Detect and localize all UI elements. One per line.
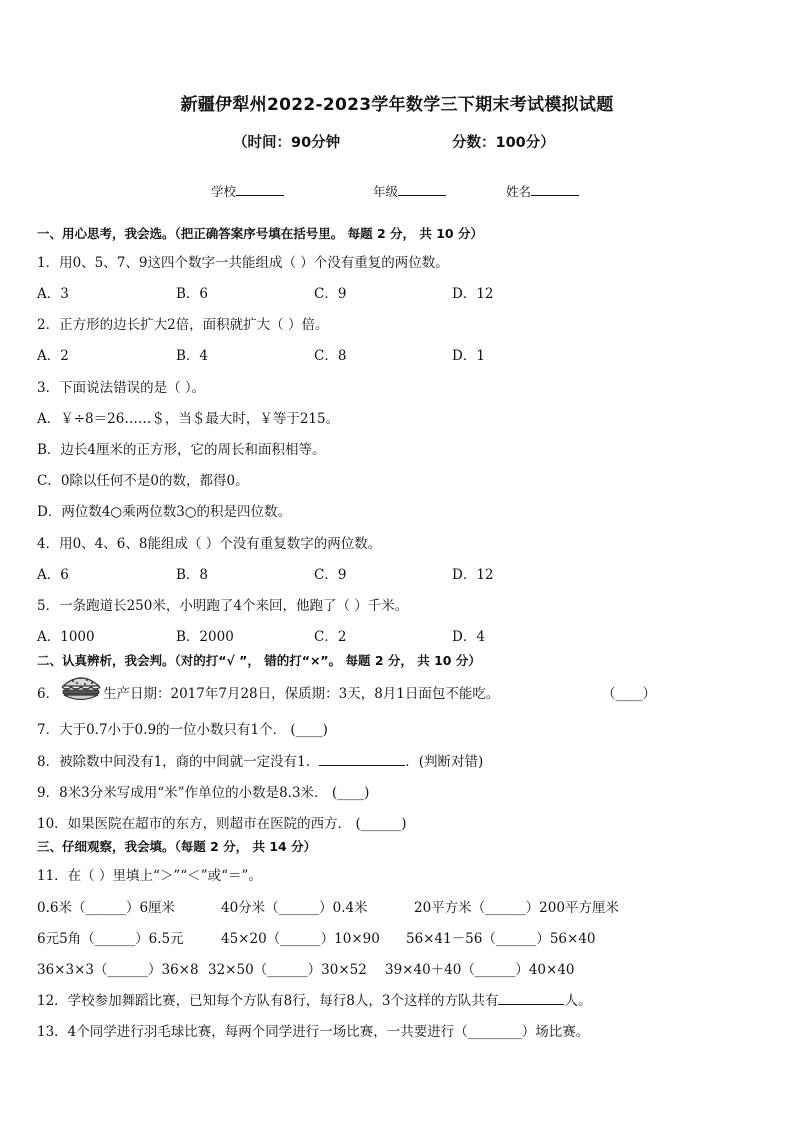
question-8-suffix: ．(判断对错) bbox=[405, 754, 484, 770]
question-8-text: 8．被除数中间没有1，商的中间就一定没有1． bbox=[37, 754, 320, 770]
q11-item: 45×20（______）10×90 bbox=[221, 931, 380, 947]
name-label: 姓名 bbox=[506, 184, 532, 199]
q4-option-d: D．12 bbox=[452, 567, 494, 583]
q2-option-a: A．2 bbox=[37, 348, 69, 364]
question-8 bbox=[37, 750, 483, 770]
question-1: 1．用0、5、7、9这四个数字一共能组成（ ）个没有重复的两位数。 bbox=[37, 255, 449, 271]
question-6-answer: （____） bbox=[602, 686, 656, 702]
exam-time: （时间：90分钟 bbox=[233, 135, 341, 151]
q11-item: 32×50（______）30×52 bbox=[208, 962, 367, 978]
q3-option-c: C．0除以任何不是0的数，都得0。 bbox=[37, 473, 249, 489]
q4-option-b: B．8 bbox=[176, 567, 209, 583]
page-title: 新疆伊犁州2022-2023学年数学三下期末考试模拟试题 bbox=[180, 95, 614, 115]
q4-option-a: A．6 bbox=[37, 567, 69, 583]
question-12-blank bbox=[498, 991, 564, 1005]
q11-item: 20平方米（______）200平方厘米 bbox=[414, 900, 619, 916]
q11-item: 6元5角（______）6.5元 bbox=[37, 931, 184, 947]
q1-option-c: C．9 bbox=[314, 286, 347, 302]
q2-option-d: D．1 bbox=[452, 348, 485, 364]
question-2: 2．正方形的边长扩大2倍，面积就扩大（ ）倍。 bbox=[37, 317, 329, 333]
question-12-text: 12．学校参加舞蹈比赛，已知每个方队有8行，每行8人，3个这样的方队共有 bbox=[37, 993, 499, 1009]
q5-option-c: C．2 bbox=[314, 629, 347, 645]
grade-field bbox=[373, 182, 446, 200]
grade-blank bbox=[398, 183, 446, 196]
q11-item: 39×40＋40（______）40×40 bbox=[385, 962, 575, 978]
question-12 bbox=[37, 989, 591, 1009]
question-5: 5．一条跑道长250米，小明跑了4个来回，他跑了（ ）千米。 bbox=[37, 598, 409, 614]
question-6-number: 6． bbox=[37, 686, 60, 702]
section-3-heading: 三、仔细观察，我会填。（每题 2 分， 共 14 分） bbox=[37, 839, 317, 854]
exam-score: 分数：100分） bbox=[452, 135, 555, 151]
section-1-heading: 一、用心思考，我会选。（把正确答案序号填在括号里。 每题 2 分， 共 10 分） bbox=[37, 226, 483, 241]
school-field bbox=[211, 182, 284, 200]
question-4: 4．用0、4、6、8能组成（ ）个没有重复数字的两位数。 bbox=[37, 536, 382, 552]
q2-option-c: C．8 bbox=[314, 348, 347, 364]
name-blank bbox=[531, 183, 579, 196]
q5-option-b: B．2000 bbox=[176, 629, 234, 645]
q3-option-a: A．￥÷8＝26……＄，当＄最大时，￥等于215。 bbox=[37, 411, 340, 427]
question-13: 13．4个同学进行羽毛球比赛，每两个同学进行一场比赛，一共要进行（________）场比赛。 bbox=[37, 1024, 590, 1040]
question-6-text: 生产日期：2017年7月28日，保质期：3天，8月1日面包不能吃。 bbox=[103, 686, 500, 702]
q2-option-b: B．4 bbox=[176, 348, 209, 364]
q1-option-b: B．6 bbox=[176, 286, 209, 302]
question-9: 9．8米3分米写成用“米”作单位的小数是8.3米． (____) bbox=[37, 785, 370, 801]
question-12-suffix: 人。 bbox=[564, 993, 592, 1009]
question-8-blank bbox=[319, 752, 405, 766]
question-7: 7．大于0.7小于0.9的一位小数只有1个． (____) bbox=[37, 722, 328, 738]
q11-item: 40分米（______）0.4米 bbox=[221, 900, 368, 916]
section-2-heading: 二、认真辨析，我会判。（对的打“√ ”， 错的打“×”。 每题 2 分， 共 10 分） bbox=[37, 653, 481, 668]
q11-item: 0.6米（______）6厘米 bbox=[37, 900, 176, 916]
school-label: 学校 bbox=[211, 184, 237, 199]
question-10: 10．如果医院在超市的东方，则超市在医院的西方． (______) bbox=[37, 816, 407, 832]
q1-option-d: D．12 bbox=[452, 286, 494, 302]
grade-label: 年级 bbox=[373, 184, 399, 199]
q1-option-a: A．3 bbox=[37, 286, 69, 302]
question-3: 3．下面说法错误的是（ ）。 bbox=[37, 380, 206, 396]
name-field bbox=[506, 182, 579, 200]
q3-option-d: D．两位数4○乘两位数3○的积是四位数。 bbox=[37, 504, 292, 520]
q4-option-c: C．9 bbox=[314, 567, 347, 583]
q3-option-b: B．边长4厘米的正方形，它的周长和面积相等。 bbox=[37, 442, 326, 458]
q5-option-a: A．1000 bbox=[37, 629, 95, 645]
q11-item: 56×41－56（______）56×40 bbox=[406, 931, 596, 947]
question-11: 11．在（ ）里填上“＞”“＜”或“＝”。 bbox=[37, 868, 262, 884]
school-blank bbox=[236, 183, 284, 196]
hamburger-bread-icon bbox=[59, 672, 103, 704]
q11-item: 36×3×3（______）36×8 bbox=[37, 962, 199, 978]
q5-option-d: D．4 bbox=[452, 629, 485, 645]
